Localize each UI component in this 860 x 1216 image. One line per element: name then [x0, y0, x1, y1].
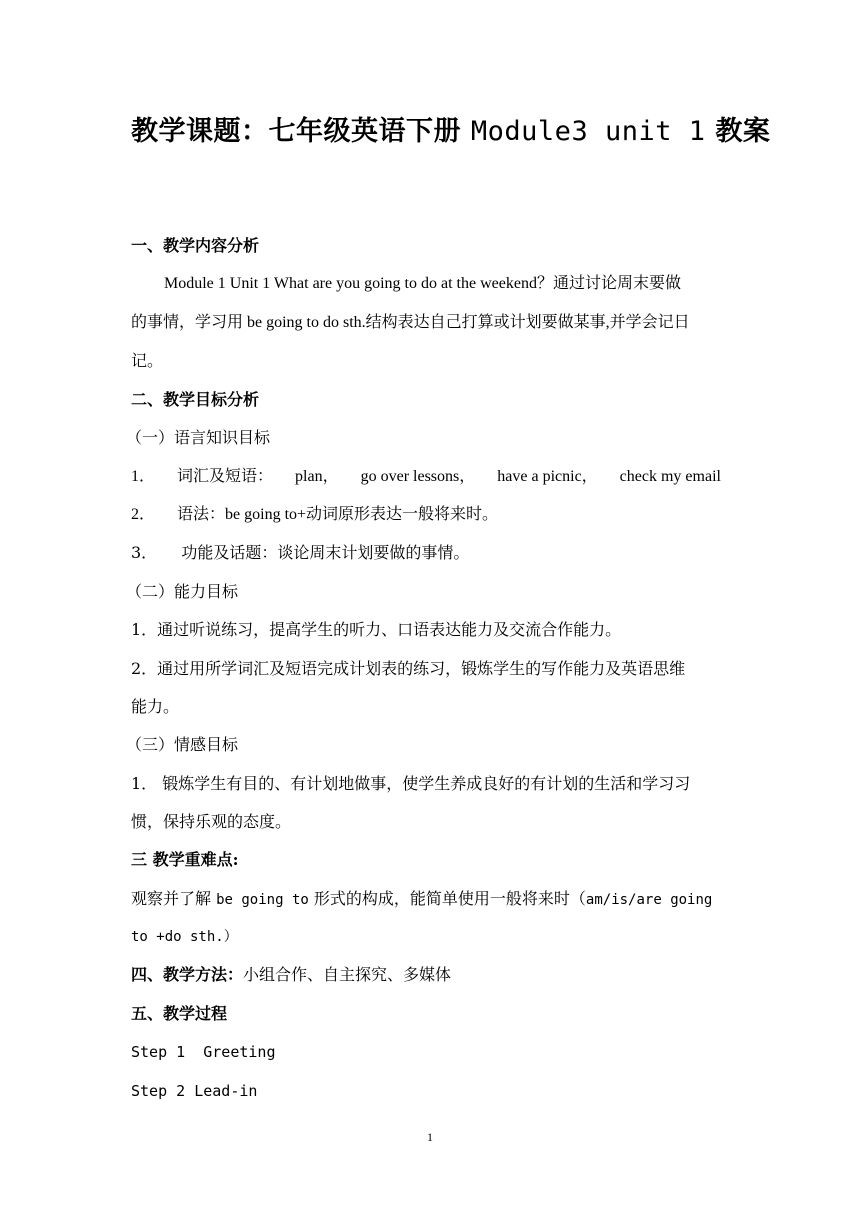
- section-3-code-a: be going to: [216, 892, 309, 908]
- ability-goal-2-line-1: 2．通过用所学词汇及短语完成计划表的练习，锻炼学生的写作能力及英语思维: [131, 659, 686, 678]
- vocab-word: go over lessons，: [360, 468, 476, 485]
- vocab-item-label: 词汇及短语：: [177, 468, 274, 485]
- vocab-item: [131, 467, 721, 487]
- section-1-heading: 一、教学内容分析: [131, 236, 260, 255]
- section-1-para-line-2: 的事情，学习用 be going to do sth.结构表达自己打算或计划要做某事,并学会记日: [131, 314, 690, 331]
- page-number: 1: [427, 1130, 433, 1144]
- section-4: [131, 965, 451, 985]
- ability-goal-2-line-2: 能力。: [131, 697, 180, 716]
- ability-goal-1: 1．通过听说练习，提高学生的听力、口语表达能力及交流合作能力。: [131, 620, 622, 639]
- section-2-subheading-2: （二）能力目标: [126, 582, 239, 601]
- step-1: Step 1 Greeting: [131, 1043, 276, 1061]
- vocab-word: have a picnic，: [497, 468, 598, 485]
- section-3-line-1: [131, 889, 712, 910]
- function-item-text: 功能及话题：谈论周末计划要做的事情。: [181, 543, 470, 562]
- section-3-code-b: am/is/are going: [585, 892, 713, 908]
- step-2: Step 2 Lead-in: [131, 1082, 258, 1100]
- vocab-word: check my email: [619, 468, 721, 485]
- vocab-word: plan，: [295, 468, 339, 485]
- section-2-subheading-3: （三）情感目标: [126, 735, 239, 754]
- section-4-text: 小组合作、自主探究、多媒体: [243, 965, 452, 984]
- title-part-3: 教案: [705, 116, 771, 147]
- vocab-item-number: 1．: [131, 468, 156, 485]
- function-item-number: 3．: [131, 543, 158, 562]
- section-2-subheading-1: （一）语言知识目标: [126, 428, 271, 447]
- section-1-para-line-3: 记。: [131, 351, 164, 370]
- grammar-item-number: 2．: [131, 506, 156, 523]
- emotion-goal-line-1: 1． 锻炼学生有目的、有计划地做事，使学生养成良好的有计划的生活和学习习: [131, 774, 691, 793]
- section-5-heading: 五、教学过程: [131, 1004, 228, 1023]
- title-part-1: 教学课题：七年级英语下册: [131, 116, 471, 147]
- section-3-heading: 三 教学重难点:: [131, 850, 239, 869]
- emotion-goal-line-2: 惯，保持乐观的态度。: [131, 812, 292, 831]
- section-1-para-line-1: Module 1 Unit 1 What are you going to do at the weekend？通过讨论周末要做: [164, 275, 681, 292]
- title-part-2: Module3 unit 1: [470, 116, 706, 147]
- section-3-line-2: to +do sth.）: [131, 929, 238, 945]
- section-3-text-b: 形式的构成，能简单使用一般将来时（: [308, 889, 586, 908]
- section-2-heading: 二、教学目标分析: [131, 390, 260, 409]
- function-item: [131, 543, 469, 563]
- page-title: [131, 109, 770, 148]
- section-3-text-a: 观察并了解: [131, 889, 217, 908]
- grammar-item: [131, 505, 498, 525]
- section-4-heading: 四、教学方法：: [131, 965, 244, 984]
- grammar-item-text: 语法：be going to+动词原形表达一般将来时。: [177, 506, 499, 523]
